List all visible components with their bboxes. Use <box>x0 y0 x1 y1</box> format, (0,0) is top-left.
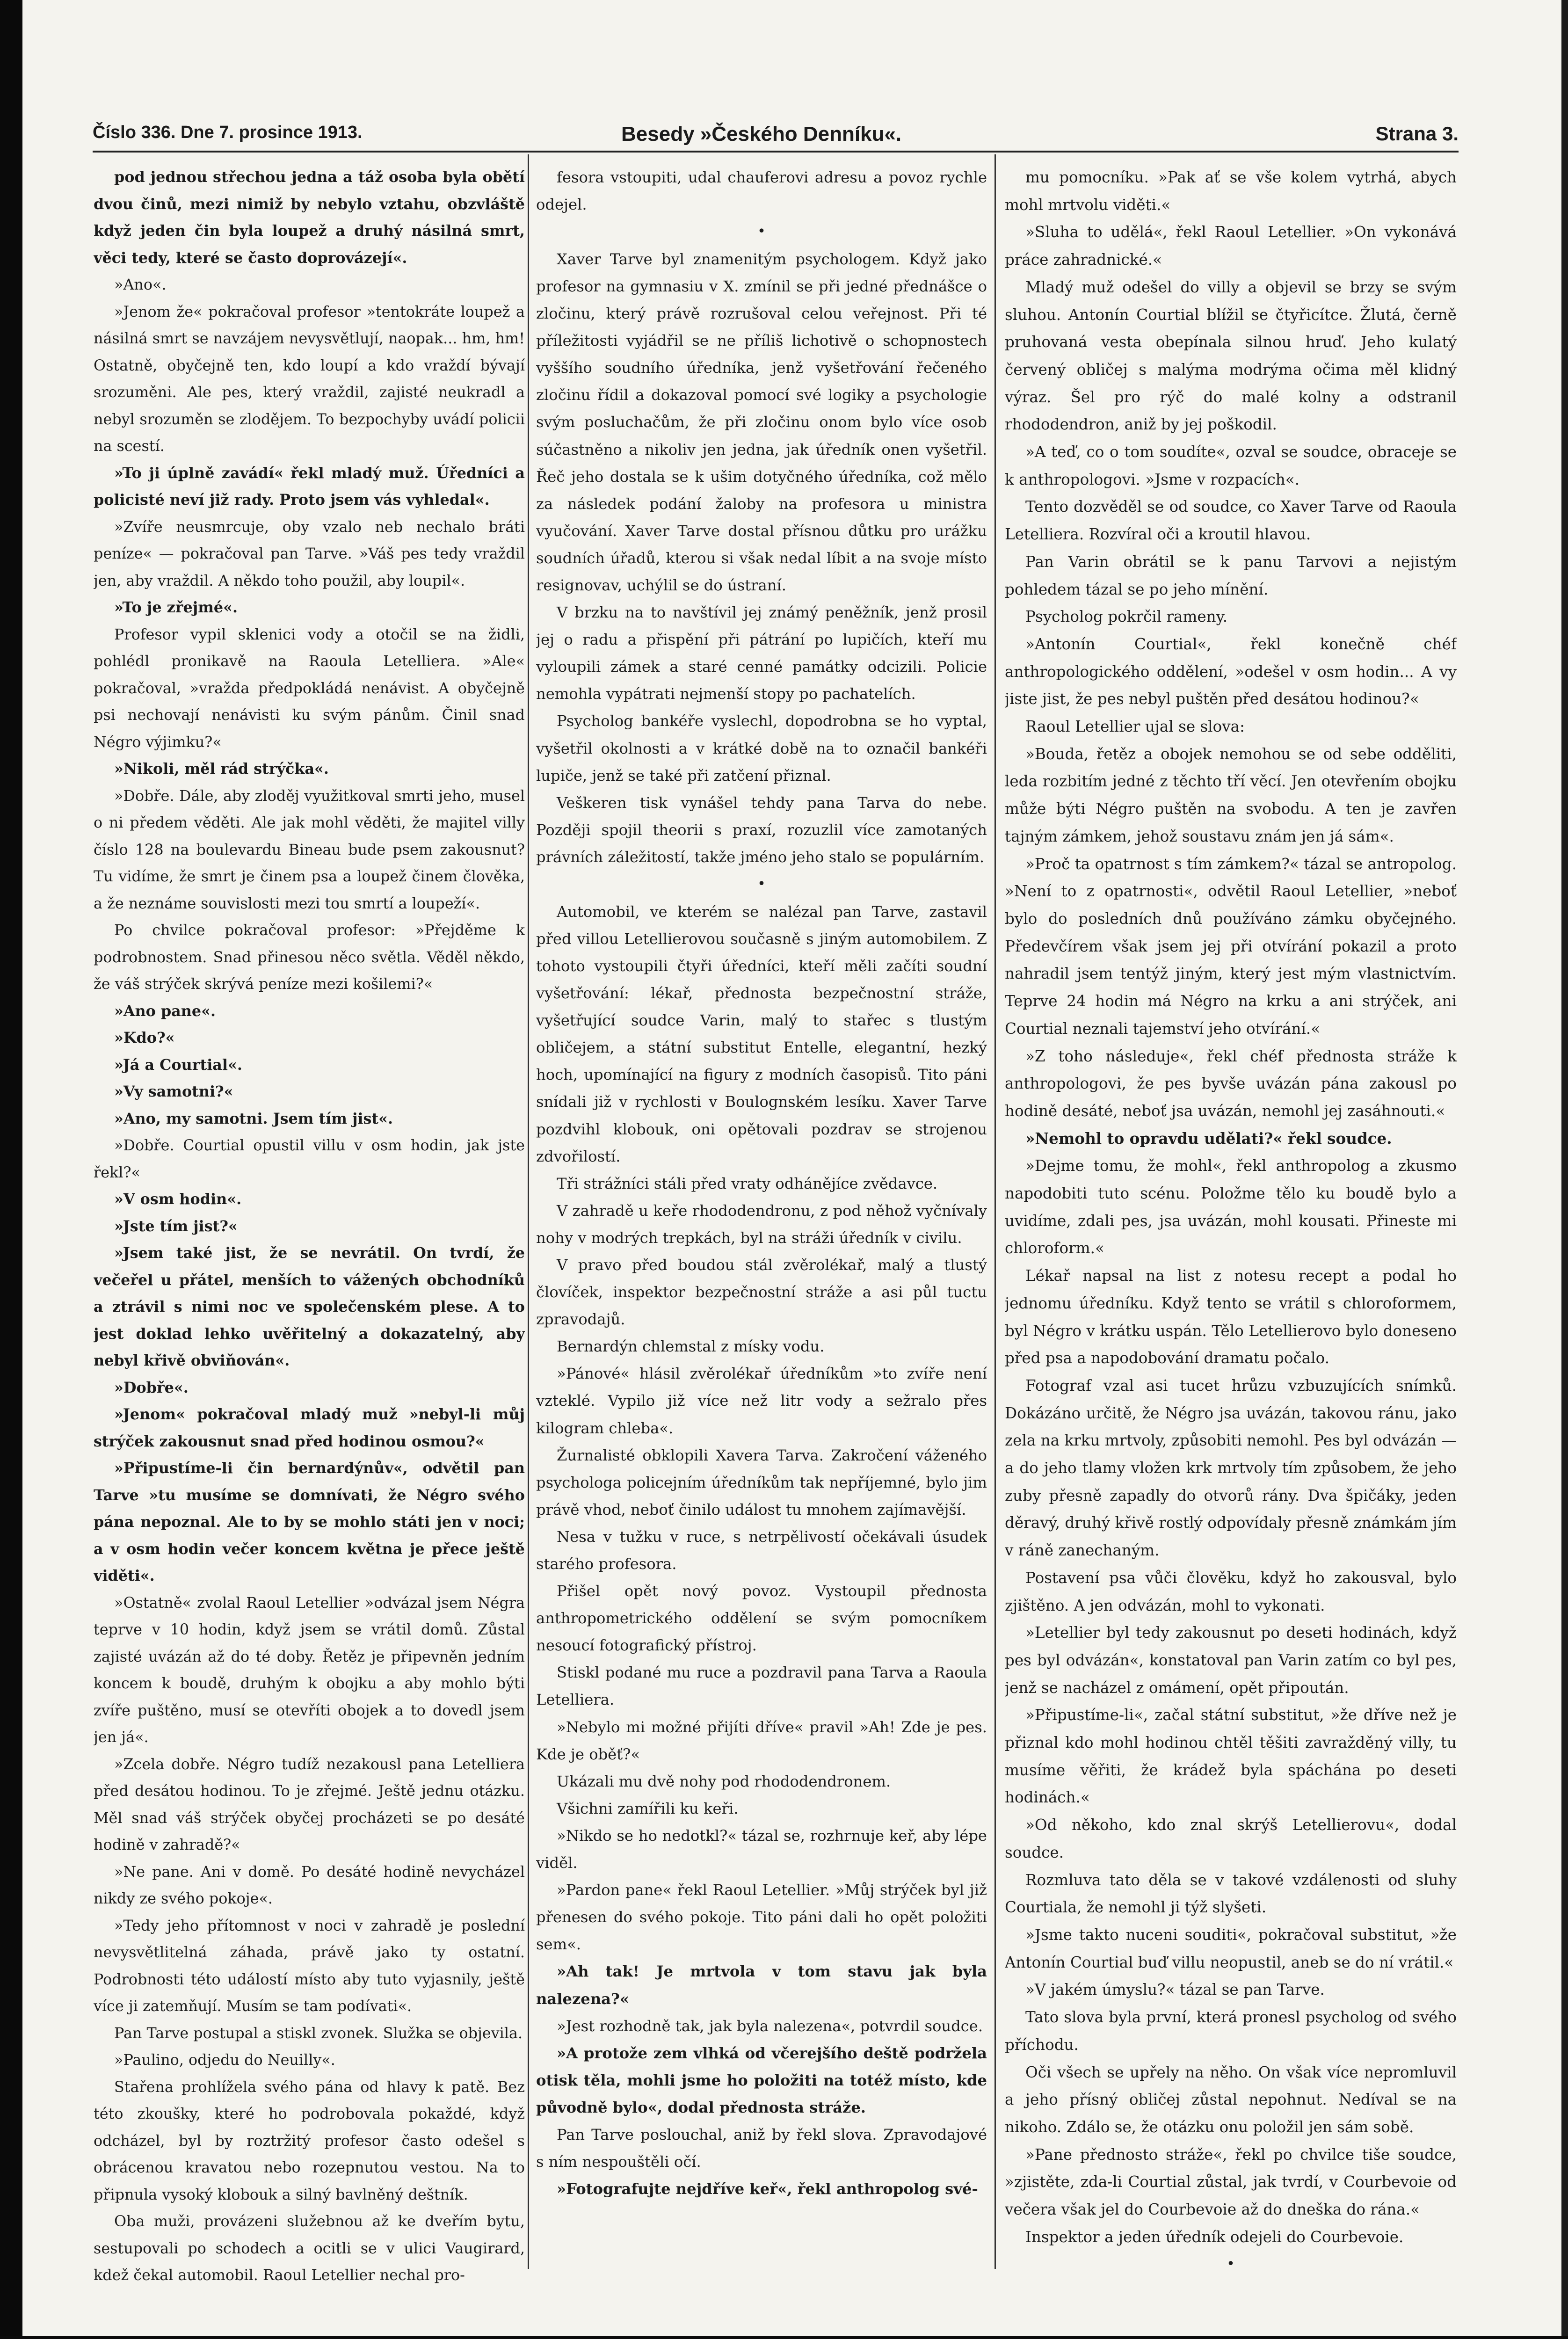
article-paragraph: »Jste tím jist?« <box>114 1217 238 1235</box>
article-paragraph: »Jsem také jist, že se nevrátil. On tvrdí, že večeřel u přátel, menších to vážených obchodníků a ztrávil s nimi noc ve společenském plese. A to jest doklad lehko uvěřitelný a dokazatelný, aby nebyl křivě obviňován«. <box>94 1244 525 1369</box>
article-paragraph: »Pánové« hlásil zvěrolékař úředníkům »to zvíře není vzteklé. Vypilo již více než litr vody a sežralo přes kilogram chleba«. <box>536 1365 987 1437</box>
article-paragraph: Oba muži, provázeni služebnou až ke dveřím bytu, sestupovali po schodech a ocitli se v ulici Vaugirard, kdež čekal automobil. Raoul Letellier nechal pro- <box>94 2213 525 2284</box>
scan-bottom-edge <box>0 2336 1568 2339</box>
article-paragraph: Oči všech se upřely na něho. On však více nepromluvil a jeho přísný obličej zůstal nepohnut. Nedíval se na nikoho. Zdálo se, že otázku onu položil jen sám sobě. <box>1005 2063 1457 2136</box>
article-paragraph: Po chvilce pokračoval profesor: »Přejděme k podrobnostem. Snad přinesou něco světla. Věděl někdo, že váš strýček skrývá peníze mezi košilemi?« <box>94 922 525 993</box>
article-paragraph: »Nikdo se ho nedotkl?« tázal se, rozhrnuje keř, aby lépe viděl. <box>536 1826 987 1872</box>
article-paragraph: Mladý muž odešel do villy a objevil se brzy se svým sluhou. Antonín Courtial blížil se čtyřicítce. Žlutá, černě pruhovaná vesta obepínala silnou hruď. Jeho kulatý červený obličej s malýma modrýma očima měl klidný výraz. Šel pro rýč do malé kolny a odstranil rhododendron, aniž by jej poškodil. <box>1005 278 1457 434</box>
article-paragraph: »To je zřejmé«. <box>114 599 238 616</box>
article-paragraph: »Paulino, odjedu do Neuilly«. <box>114 2051 335 2069</box>
article-paragraph: »Nebylo mi možné přijíti dříve« pravil »Ah! Zde je pes. Kde je oběť?« <box>536 1718 987 1763</box>
article-paragraph: »A protože zem vlhká od včerejšího deště podržela otisk těla, mohli jsme ho položiti na totéž místo, kde původně bylo«, dodal přednosta stráže. <box>536 2044 987 2116</box>
article-paragraph: V pravo před boudou stál zvěrolékař, malý a tlustý človíček, inspektor bezpečnostní stráže a asi půl tuctu zpravodajů. <box>536 1256 987 1329</box>
article-paragraph: Raoul Letellier ujal se slova: <box>1025 718 1245 736</box>
article-paragraph: fesora vstoupiti, udal chauferovi adresu a povoz rychle odejel. <box>536 168 987 214</box>
article-paragraph: Xaver Tarve byl znamenitým psychologem. Když jako profesor na gymnasiu v X. zmínil se při jedné přednášce o zločinu, který právě rozrušoval celou veřejnost. Při té příležitosti vyjádřil se ne příliš lichotivě o schopnostech vyššího soudního úředníka, jenž vyšetřování řečeného zločinu řídil a dokazoval pomocí své logiky a psychologie svým posluchačům, že při zločinu onom bylo více osob súčastněno a nikoliv jen jedna, jak úředník onen vyšetřil. Řeč jeho dostala se k ušim dotyčného úředníka, což mělo za následek podání žaloby na profesora u ministra vyučování. Xaver Tarve dostal přísnou důtku pro urážku soudních úřadů, kterou si však nedal líbit a na svoje místo resignovav, uchýlil se do ústraní. <box>536 250 987 595</box>
article-paragraph: Tento dozvěděl se od soudce, co Xaver Tarve od Raoula Letelliera. Rozvíral oči a kroutil hlavou. <box>1005 498 1457 544</box>
article-paragraph: »Ne pane. Ani v domě. Po desáté hodině nevycházel nikdy ze svého pokoje«. <box>94 1863 525 1907</box>
article-paragraph: Stařena prohlížela svého pána od hlavy k patě. Bez této zkoušky, které ho podrobovala pokaždé, když odcházel, byl by roztržitý profesor často odešel s obrácenou kravatou nebo rozepnutou vestou. Na to připnula vysoký klobouk a silný bavlněný deštník. <box>94 2078 525 2203</box>
article-paragraph: »Pardon pane« řekl Raoul Letellier. »Můj strýček byl již přenesen do svého pokoje. Tito páni dali ho opět položiti sem«. <box>536 1881 987 1954</box>
article-paragraph: »Od někoho, kdo znal skrýš Letellierovu«, dodal soudce. <box>1005 1816 1457 1861</box>
article-paragraph: Veškeren tisk vynášel tehdy pana Tarva do nebe. Později spojil theorii s praxí, rozuzlil více zamotaných právních záležitostí, takže jméno jeho stalo se populárním. <box>536 793 987 866</box>
article-paragraph: »Ano, my samotni. Jsem tím jist«. <box>114 1110 393 1127</box>
article-paragraph: »Dobře«. <box>114 1379 189 1396</box>
header-rule <box>93 151 1459 153</box>
article-paragraph: »Antonín Courtial«, řekl konečně chéf anthropologického oddělení, »odešel v osm hodin... A vy jiste jist, že pes nebyl puštěn před desátou hodinou?« <box>1005 635 1457 708</box>
article-paragraph: »Já a Courtial«. <box>114 1056 242 1074</box>
text-column-2 <box>536 164 987 2297</box>
scan-right-edge <box>1561 0 1568 2339</box>
article-paragraph: Stiskl podané mu ruce a pozdravil pana Tarva a Raoula Letelliera. <box>536 1663 987 1709</box>
article-paragraph: Automobil, ve kterém se nalézal pan Tarve, zastavil před villou Letellierovou současně s jiným automobilem. Z tohoto vystoupili čtyři úředníci, kteří měli začíti soudní vyšetřování: lékař, přednosta bezpečnostní stráže, vyšetřující soudce Varin, malý to stařec s tlustým obličejem, a státní substitut Entelle, elegantní, hezký hoch, upomínající na figury z modních časopisů. Tito páni snídali již v rychlosti v Boulognském lesíku. Xaver Tarve pozdvihl klobouk, oni opětovali pozdrav se strojenou zdvořilostí. <box>536 902 987 1165</box>
section-separator: • <box>1227 2256 1235 2273</box>
article-paragraph: »Zcela dobře. Négro tudíž nezakousl pana Letelliera před desátou hodinou. To je zřejmé. Ještě jednu otázku. Měl snad váš strýček obyčej procházeti se po desáté hodině v zahradě?« <box>94 1755 525 1853</box>
article-paragraph: mu pomocníku. »Pak ať se vše kolem vytrhá, abych mohl mrtvolu viděti.« <box>1005 168 1457 214</box>
article-paragraph: »Letellier byl tedy zakousnut po deseti hodinách, když pes byl odvázán«, konstatoval pan Varin zatím co byl pes, jenž se nacházel z omámení, opět připoután. <box>1005 1624 1457 1697</box>
article-paragraph: »Jest rozhodně tak, jak byla nalezena«, potvrdil soudce. <box>557 2017 983 2035</box>
article-paragraph: »Dejme tomu, že mohl«, řekl anthropolog a zkusmo napodobiti tuto scénu. Položme tělo ku boudě bylo a uvidíme, zdali pes, jsa uvázán, mohl kousati. Přineste mi chloroform.« <box>1005 1157 1457 1257</box>
section-separator: • <box>757 876 766 893</box>
article-paragraph: Fotograf vzal asi tucet hrůzu vzbuzujících snímků. Dokázáno určitě, že Négro jsa uvázán, takovou ránu, jako zela na krku mrtvoly, způsobiti nemohl. Pes byl odvázán — a do jeho tlamy vložen krk mrtvoly tím způsobem, že jeho zuby přesně zapadly do otvorů rány. Dva špičáky, jeden děravý, druhý křivě rostlý odpovídaly přesně známkám jím v ráně zanechaným. <box>1005 1376 1457 1560</box>
article-paragraph: »To ji úplně zavádí« řekl mladý muž. Úředníci a policisté neví již rady. Proto jsem vás vyhledal«. <box>94 464 525 508</box>
article-paragraph: pod jednou střechou jedna a táž osoba byla obětí dvou činů, mezi nimiž by nebylo vztahu, obzvláště když jeden čin byla loupež a druhý násilná smrt, věci tedy, které se často doprovázejí«. <box>94 168 525 267</box>
article-paragraph: »Ostatně« zvolal Raoul Letellier »odvázal jsem Négra teprve v 10 hodin, když jsem se vrátil domů. Zůstal zajisté uvázán až do té doby. Řetěz je připevněn jedním koncem k boudě, druhým k obojku a aby mohlo býti zvíře puštěno, musí se otevříti obojek a to dovedl jsem jen já«. <box>94 1594 525 1746</box>
article-paragraph: V zahradě u keře rhododendronu, z pod něhož vyčnívaly nohy v modrých trepkách, byl na stráži úředník v civilu. <box>536 1201 987 1247</box>
article-paragraph: Všichni zamířili ku keři. <box>557 1799 739 1817</box>
article-paragraph: Pan Varin obrátil se k panu Tarvovi a nejistým pohledem tázal se po jeho mínění. <box>1005 552 1457 598</box>
article-paragraph: »Proč ta opatrnost s tím zámkem?« tázal se antropolog. »Není to z opatrnosti«, odvětil Raoul Letellier, »neboť bylo do posledních dnů používáno zámku obyčejného. Předevčírem však jsem jej při otvírání pokazil a proto nahradil jsem tentýž jiným, který jest mým vlastnictvím. Teprve 24 hodin má Négro na krku a ani strýček, ani Courtial neznali tajemství jeho otvírání.« <box>1005 855 1457 1038</box>
article-paragraph: »Tedy jeho přítomnost v noci v zahradě je poslední nevysvětlitelná záhada, právě jako ty ostatní. Podrobnosti této událostí místo aby tuto vyjasnily, ještě více ji zatemňují. Musím se tam podívati«. <box>94 1917 525 2015</box>
article-paragraph: »V osm hodin«. <box>114 1191 242 1208</box>
article-paragraph: Tři strážníci stáli před vraty odhánějíce zvědavce. <box>557 1174 938 1192</box>
article-paragraph: V brzku na to navštívil jej známý peněžník, jenž prosil jej o radu a přispění při pátrání po lupičích, kteří mu vyloupili zámek a staré cenné památky odcizili. Policie nemohla vypátrati nejmenší stopy po pachatelích. <box>536 603 987 703</box>
article-paragraph: »Nemohl to opravdu udělati?« řekl soudce. <box>1025 1129 1392 1148</box>
article-paragraph: »Sluha to udělá«, řekl Raoul Letellier. »On vykonává práce zahradnické.« <box>1005 223 1457 269</box>
article-paragraph: »Dobře. Dále, aby zloděj využitkoval smrti jeho, musel o ni předem věděti. Ale jak mohl věděti, že majitel villy číslo 128 na boulevardu Bineau bude psem zakousnut? Tu vidíme, že smrt je činem psa a loupež činem člověka, a že neznáme souvislosti mezi tou smrtí a loupeží«. <box>94 787 525 912</box>
article-paragraph: »Jenom že« pokračoval profesor »tentokráte loupež a násilná smrt se navzájem nevysvětlují, naopak... hm, hm! Ostatně, obyčejně ten, kdo loupí a kdo vraždí bývají srozuměni. Ale pes, který vraždil, zajisté neukradl a nebyl srozuměn se zlodějem. To bezpochyby uvádí policii na scestí. <box>94 303 525 455</box>
article-paragraph: »Vy samotni?« <box>114 1083 233 1100</box>
article-paragraph: »Připustíme-li«, začal státní substitut, »že dříve než je přiznal kdo mohl hodinou chtěl těšiti zavražděný villy, tu musíme věřiti, že krádež byla spáchána po deseti hodinách.« <box>1005 1706 1457 1807</box>
article-paragraph: »Kdo?« <box>114 1029 175 1046</box>
article-paragraph: »Jenom« pokračoval mladý muž »nebyl-li můj strýček zakousnut snad před hodinou osmou?« <box>94 1406 525 1450</box>
article-paragraph: »Zvíře neusmrcuje, oby vzalo neb nechalo bráti peníze« — pokračoval pan Tarve. »Váš pes tedy vraždil jen, aby vraždil. A někdo toho použil, aby loupil«. <box>94 518 525 589</box>
article-paragraph: »Nikoli, měl rád strýčka«. <box>114 760 329 777</box>
article-paragraph: »Dobře. Courtial opustil villu v osm hodin, jak jste řekl?« <box>94 1137 525 1181</box>
page-header <box>93 123 1459 151</box>
column-divider <box>995 154 996 2269</box>
article-paragraph: »Bouda, řetěz a obojek nemohou se od sebe odděliti, leda rozbitím jedné z těchto tří věcí. Jen otevřením obojku může býti Négro puštěn na svobodu. A ten je zavřen tajným zámkem, jehož soustavu znám jen já sám«. <box>1005 745 1457 845</box>
issue-date: Číslo 336. Dne 7. prosince 1913. <box>93 123 363 142</box>
article-paragraph: »V jakém úmyslu?« tázal se pan Tarve. <box>1025 1981 1325 1999</box>
article-paragraph: Ukázali mu dvě nohy pod rhododendronem. <box>557 1772 891 1790</box>
article-paragraph: Nesa v tužku v ruce, s netrpělivostí očekávali úsudek starého profesora. <box>536 1527 987 1573</box>
article-paragraph: »Ano«. <box>114 276 167 293</box>
article-paragraph: Pan Tarve postupal a stiskl zvonek. Služka se objevila. <box>114 2024 523 2042</box>
article-paragraph: »Jsme takto nuceni souditi«, pokračoval substitut, »že Antonín Courtial buď villu neopustil, aneb se do ní vrátil.« <box>1005 1926 1457 1971</box>
article-paragraph: »Fotografujte nejdříve keř«, řekl anthropolog své- <box>557 2180 978 2198</box>
scan-left-margin <box>0 0 22 2339</box>
publication-title: Besedy »Českého Denníku«. <box>621 123 902 145</box>
text-column-3 <box>1005 164 1457 2297</box>
article-paragraph: Rozmluva tato děla se v takové vzdálenosti od sluhy Courtiala, že nemohl ji týž slyšeti. <box>1005 1871 1457 1917</box>
column-divider <box>528 154 529 2269</box>
article-paragraph: Žurnalisté obklopili Xavera Tarva. Zakročení váženého psychologa policejním úředníkům tak nepříjemné, bylo jim právě vhod, neboť činilo událost tu mnohem zajímavější. <box>536 1446 987 1518</box>
section-separator: • <box>757 223 766 240</box>
article-paragraph: Pan Tarve poslouchal, aniž by řekl slova. Zpravodajové s ním nespouštěli očí. <box>536 2125 987 2171</box>
article-paragraph: Přišel opět nový povoz. Vystoupil přednosta anthropometrického oddělení se svým pomocníkem nesoucí fotografický přístroj. <box>536 1582 987 1655</box>
article-paragraph: Inspektor a jeden úředník odejeli do Courbevoie. <box>1025 2228 1404 2246</box>
article-paragraph: »Ah tak! Je mrtvola v tom stavu jak byla nalezena?« <box>536 1962 987 2008</box>
article-paragraph: Psycholog pokrčil rameny. <box>1025 608 1228 626</box>
article-paragraph: Lékař napsal na list z notesu recept a podal ho jednomu úředníku. Když tento se vrátil s chloroformem, byl Négro v krátku uspán. Tělo Letellierovo bylo doneseno před psa a napodobování dramatu počalo. <box>1005 1267 1457 1367</box>
article-paragraph: Postavení psa vůči člověku, když ho zakousval, bylo zjištěno. A jen odvázán, mohl to vykonati. <box>1005 1569 1457 1614</box>
article-paragraph: »Ano pane«. <box>114 1002 216 1020</box>
article-paragraph: »Z toho následuje«, řekl chéf přednosta stráže k anthropologovi, že pes byvše uvázán pána zakousl po hodině desáté, neboť jsa uvázán, nemohl jej zasáhnouti.« <box>1005 1047 1457 1120</box>
article-paragraph: »Pane přednosto stráže«, řekl po chvilce tiše soudce, »zjistěte, zda-li Courtial zůstal, jak tvrdí, v Courbevoie od večera však jel do Courbevoie až do dneška do rána.« <box>1005 2145 1457 2219</box>
article-paragraph: Bernardýn chlemstal z mísky vodu. <box>557 1337 825 1356</box>
article-paragraph: Psycholog bankéře vyslechl, dopodrobna se ho vyptal, vyšetřil okolnosti a v krátké době na to označil bankéři lupiče, jenž se také při zatčení přiznal. <box>536 712 987 785</box>
page-number: Strana 3. <box>1375 123 1459 145</box>
article-paragraph: Profesor vypil sklenici vody a otočil se na židli, pohlédl pronikavě na Raoula Letelliera. »Ale« pokračoval, »vražda předpokládá nenávist. A obyčejně psi nechovají nenávisti ku svým pánům. Činil snad Négro výjimku?« <box>94 625 525 751</box>
text-column-1 <box>94 164 525 2297</box>
article-paragraph: »A teď, co o tom soudíte«, ozval se soudce, obraceje se k anthropologovi. »Jsme v rozpacích«. <box>1005 443 1457 488</box>
article-paragraph: »Připustíme-li čin bernardýnův«, odvětil pan Tarve »tu musíme se domnívati, že Négro svého pána nepoznal. Ale to by se mohlo státi jen v noci; a v osm hodin večer koncem května je přece ještě viděti«. <box>94 1460 525 1584</box>
article-paragraph: Tato slova byla první, která pronesl psycholog od svého příchodu. <box>1005 2008 1457 2054</box>
